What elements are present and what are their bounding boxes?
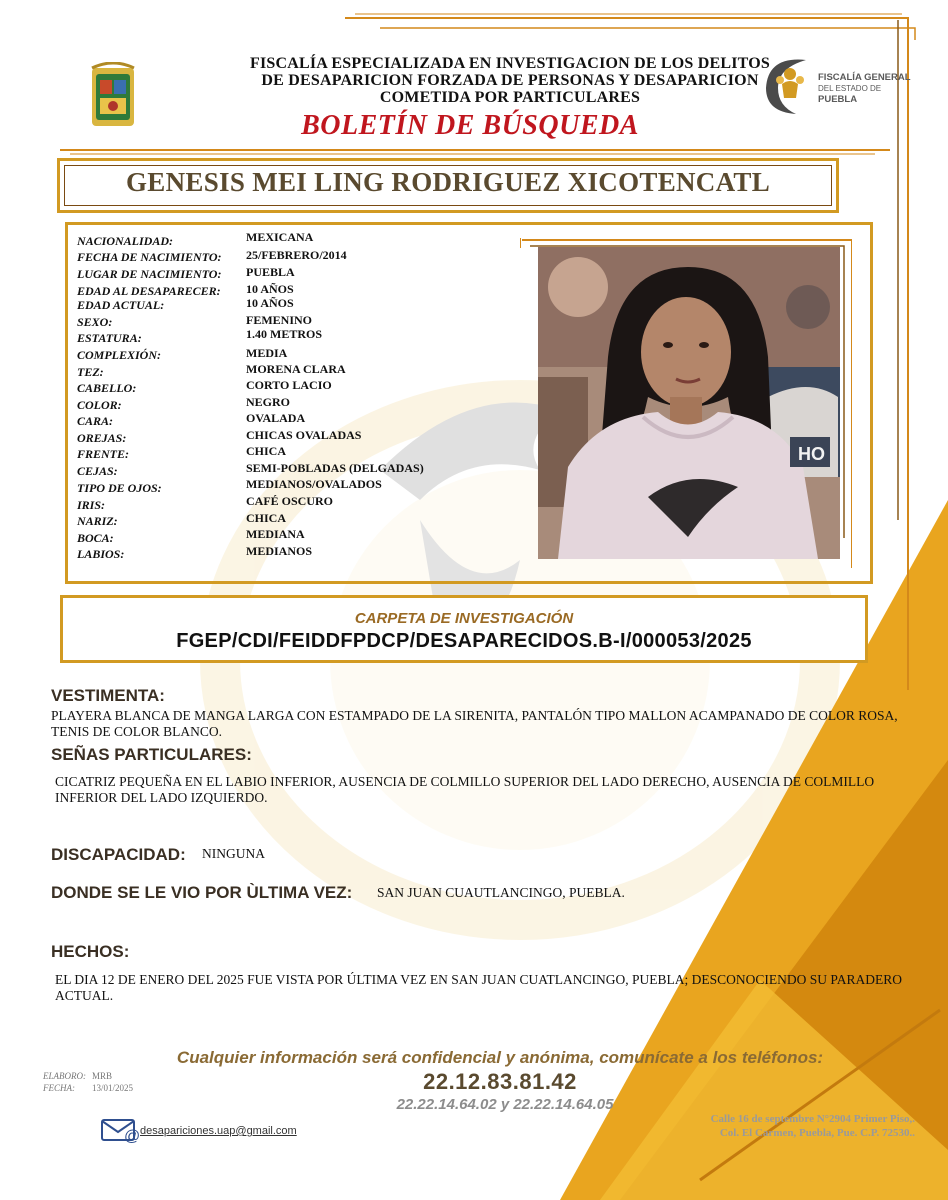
address-block — [600, 1112, 915, 1140]
attr-value: SEMI-POBLADAS (DELGADAS) — [246, 461, 424, 475]
clothing-text: PLAYERA BLANCA DE MANGA LARGA CON ESTAMPADO DE LA SIRENITA, PANTALÓN TIPO MALLON ACAMPANADO DE COLOR ROSA, TENIS DE COLOR BLANCO. — [51, 708, 898, 739]
attr-label: COLOR: — [77, 398, 122, 412]
logo-line-1: FISCALÍA GENERAL — [818, 72, 911, 83]
attr-label: LABIOS: — [77, 547, 125, 561]
disability-value: NINGUNA — [202, 846, 265, 861]
address-line-2: Col. El Carmen, Puebla, Pue. C.P. 72530.. — [719, 1127, 915, 1139]
attr-label: NACIONALIDAD: — [77, 234, 174, 248]
missing-person-photo — [538, 247, 840, 559]
attr-label: FRENTE: — [77, 447, 130, 461]
header-line-3: COMETIDA POR PARTICULARES — [379, 89, 641, 106]
attr-value: CHICAS OVALADAS — [246, 428, 362, 442]
last-seen-heading: DONDE SE LE VIO POR ÙLTIMA VEZ: — [51, 883, 353, 902]
attr-value: CHICA — [246, 444, 287, 458]
attr-value: OVALADA — [246, 411, 306, 425]
attr-value: PUEBLA — [246, 265, 295, 279]
attr-label: LUGAR DE NACIMIENTO: — [77, 267, 222, 281]
attr-label: SEXO: — [77, 315, 113, 329]
disability-heading: DISCAPACIDAD: — [51, 845, 186, 864]
contact-note: Cualquier información será confidencial y anónima, comunícate a los teléfonos: — [176, 1048, 824, 1067]
contact-email-link[interactable]: desapariciones.uap@gmail.com — [140, 1125, 297, 1137]
header-line-1: FISCALÍA ESPECIALIZADA EN INVESTIGACION DE LOS DELITOS — [250, 55, 770, 72]
attr-label: TEZ: — [77, 365, 104, 379]
svg-text:HO: HO — [798, 444, 825, 464]
attr-label: TIPO DE OJOS: — [77, 481, 162, 495]
attr-value: CHICA — [246, 511, 287, 525]
phone-alt[interactable]: 22.22.14.64.02 y 22.22.14.64.05 — [396, 1096, 614, 1113]
attr-value: 10 AÑOS — [246, 296, 294, 310]
fecha-label: FECHA: — [43, 1083, 75, 1093]
elaboro-value: MRB — [92, 1071, 113, 1081]
attr-value: 25/FEBRERO/2014 — [246, 248, 347, 262]
investigation-label: CARPETA DE INVESTIGACIÓN — [354, 610, 574, 627]
logo-line-3: PUEBLA — [818, 94, 858, 105]
investigation-number: FGEP/CDI/FEIDDFPDCP/DESAPARECIDOS.B-I/000053/2025 — [176, 630, 752, 652]
marks-heading: SEÑAS PARTICULARES: — [51, 745, 252, 764]
attr-label: NARIZ: — [77, 514, 118, 528]
attr-value: NEGRO — [246, 395, 291, 409]
attr-value: CORTO LACIO — [246, 378, 332, 392]
attr-value: CAFÉ OSCURO — [246, 494, 334, 508]
clothing-heading: VESTIMENTA: — [51, 686, 165, 705]
attr-value: FEMENINO — [246, 313, 312, 327]
attr-label: CEJAS: — [77, 464, 118, 478]
phone-main[interactable]: 22.12.83.81.42 — [423, 1069, 577, 1094]
header-line-2: DE DESAPARICION FORZADA DE PERSONAS Y DESAPARICION — [261, 72, 759, 89]
logo-line-2: DEL ESTADO DE — [818, 84, 882, 93]
state-emblem-logo — [88, 62, 138, 132]
attr-value: MEDIANOS — [246, 544, 313, 558]
fiscalia-logo-text — [818, 72, 911, 105]
attr-label: COMPLEXIÓN: — [77, 348, 162, 362]
attr-label: EDAD AL DESAPARECER: — [77, 284, 221, 298]
facts-heading: HECHOS: — [51, 942, 130, 961]
attr-label: OREJAS: — [77, 431, 127, 445]
attr-label: BOCA: — [77, 531, 114, 545]
address-line-1: Calle 16 de septembre N°2904 Primer Piso,. — [710, 1113, 915, 1125]
attr-label: FECHA DE NACIMIENTO: — [77, 250, 222, 264]
attr-value: MEDIA — [246, 346, 288, 360]
svg-text:@: @ — [124, 1128, 140, 1143]
bulletin-title: BOLETÍN DE BÚSQUEDA — [301, 110, 639, 141]
attr-label: IRIS: — [77, 498, 106, 512]
attr-value: MEXICANA — [246, 230, 314, 244]
attr-value: MEDIANOS/OVALADOS — [246, 477, 382, 491]
email-icon — [100, 1117, 140, 1143]
header-title-block — [230, 55, 790, 106]
attr-label: CABELLO: — [77, 381, 137, 395]
facts-text: EL DIA 12 DE ENERO DEL 2025 FUE VISTA POR ÚLTIMA VEZ EN SAN JUAN CUATLANCINGO, PUEBLA; DESCONOCIENDO SU PARADERO ACTUAL. — [55, 972, 902, 1003]
attr-label: ESTATURA: — [77, 331, 142, 345]
attr-value: MORENA CLARA — [246, 362, 346, 376]
elaboro-label: ELABORO: — [43, 1071, 86, 1081]
fecha-value: 13/01/2025 — [92, 1083, 134, 1093]
last-seen-value: SAN JUAN CUAUTLANCINGO, PUEBLA. — [377, 885, 625, 900]
person-name: GENESIS MEI LING RODRIGUEZ XICOTENCATL — [125, 167, 771, 197]
attr-label: CARA: — [77, 414, 114, 428]
attr-value: 1.40 METROS — [246, 327, 323, 341]
marks-text: CICATRIZ PEQUEÑA EN EL LABIO INFERIOR, AUSENCIA DE COLMILLO SUPERIOR DEL LADO DERECHO, AUSENCIA DE COLMILLO INFERIOR DEL LADO IZQUIERDO. — [55, 774, 875, 805]
attr-label: EDAD ACTUAL: — [77, 298, 165, 312]
attr-value: 10 AÑOS — [246, 282, 294, 296]
attr-value: MEDIANA — [246, 527, 305, 541]
